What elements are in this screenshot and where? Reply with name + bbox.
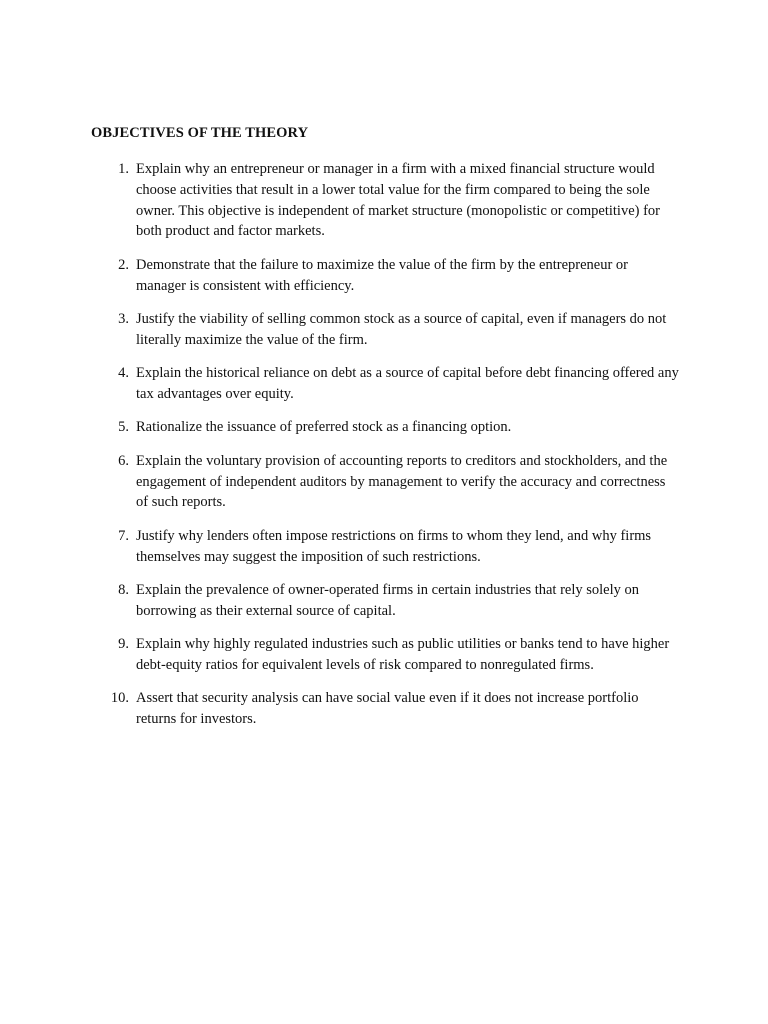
objective-item: [0, 580, 768, 622]
objective-text: Explain the prevalence of owner-operated firms in certain industries that rely solely on borrowing as their external source of capital.: [136, 581, 640, 619]
objective-item: [0, 159, 768, 242]
objective-number: 1.: [118, 161, 129, 177]
objective-item: [0, 363, 768, 405]
objective-number: 4.: [118, 365, 129, 382]
objective-text: Explain why highly regulated industries such as public utilities or banks tend to have higher debt-equity ratios for equivalent levels of risk compared to nonregulated firms.: [136, 636, 670, 673]
objective-text: Explain the voluntary provision of accounting reports to creditors and stockholders, and the engagement of independent auditors by management to verify the accuracy and correctness of such reports.: [136, 452, 668, 511]
objective-number: 2.: [118, 256, 129, 273]
objective-item: [0, 309, 768, 351]
objective-text: Justify the viability of selling common stock as a source of capital, even if managers do not literally maximize the value of the firm.: [136, 310, 667, 348]
objective-number: 7.: [118, 527, 129, 544]
objective-text: Explain why an entrepreneur or manager in a firm with a mixed financial structure would choose activities that result in a lower total value for the firm compared to being the sole owner. This objective is independent of market structure (monopolistic or competitive) for both product and factor markets.: [136, 161, 661, 240]
objectives-list: [0, 159, 768, 742]
objective-text: Explain the historical reliance on debt as a source of capital before debt financing offered any tax advantages over equity.: [136, 365, 679, 402]
objective-item: [0, 451, 768, 513]
objective-number: 10.: [110, 690, 129, 707]
objective-item: [0, 255, 768, 297]
objective-text: Rationalize the issuance of preferred stock as a financing option.: [136, 419, 512, 436]
objective-number: 8.: [118, 581, 129, 598]
objective-number: 9.: [118, 636, 129, 653]
objective-number: 5.: [118, 419, 129, 436]
objective-number: 3.: [118, 310, 129, 327]
objective-number: 6.: [118, 452, 129, 469]
objective-item: [0, 526, 768, 568]
objective-item: [0, 417, 768, 438]
document-heading: OBJECTIVES OF THE THEORY: [91, 125, 309, 141]
objective-text: Assert that security analysis can have social value even if it does not increase portfolio returns for investors.: [136, 690, 639, 728]
objective-text: Demonstrate that the failure to maximize the value of the firm by the entrepreneur or manager is consistent with efficiency.: [136, 256, 629, 294]
objective-item: [0, 688, 768, 730]
objective-item: [0, 634, 768, 676]
objective-text: Justify why lenders often impose restrictions on firms to whom they lend, and why firms themselves may suggest the imposition of such restrictions.: [136, 527, 652, 565]
